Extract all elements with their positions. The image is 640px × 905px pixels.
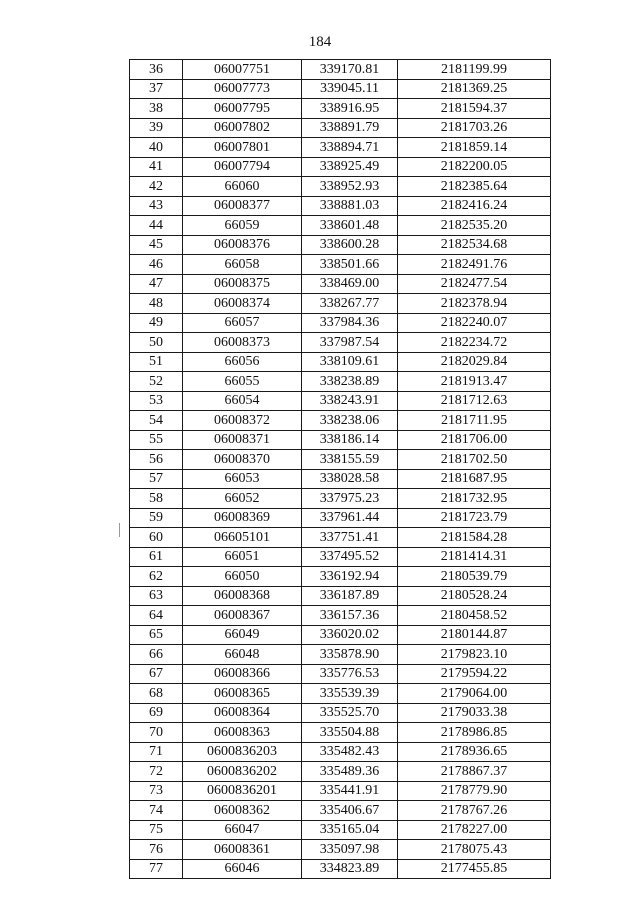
x-coordinate-cell: 338243.91 bbox=[302, 391, 398, 411]
y-coordinate-cell: 2182416.24 bbox=[398, 196, 551, 216]
row-number-cell: 52 bbox=[130, 372, 183, 392]
y-coordinate-cell: 2181712.63 bbox=[398, 391, 551, 411]
y-coordinate-cell: 2178936.65 bbox=[398, 742, 551, 762]
row-number-cell: 46 bbox=[130, 255, 183, 275]
table-row bbox=[130, 528, 551, 548]
point-id-cell: 06008370 bbox=[183, 450, 302, 470]
table-row bbox=[130, 372, 551, 392]
point-id-cell: 06605101 bbox=[183, 528, 302, 548]
row-number-cell: 57 bbox=[130, 469, 183, 489]
point-id-cell: 66047 bbox=[183, 820, 302, 840]
y-coordinate-cell: 2182029.84 bbox=[398, 352, 551, 372]
x-coordinate-cell: 338881.03 bbox=[302, 196, 398, 216]
x-coordinate-cell: 335504.88 bbox=[302, 723, 398, 743]
table-row bbox=[130, 450, 551, 470]
point-id-cell: 06007801 bbox=[183, 138, 302, 158]
point-id-cell: 06008363 bbox=[183, 723, 302, 743]
row-number-cell: 39 bbox=[130, 118, 183, 138]
row-number-cell: 67 bbox=[130, 664, 183, 684]
table-row bbox=[130, 294, 551, 314]
x-coordinate-cell: 338952.93 bbox=[302, 177, 398, 197]
table-row bbox=[130, 235, 551, 255]
table-row bbox=[130, 391, 551, 411]
row-number-cell: 56 bbox=[130, 450, 183, 470]
x-coordinate-cell: 338501.66 bbox=[302, 255, 398, 275]
point-id-cell: 06008364 bbox=[183, 703, 302, 723]
table-row bbox=[130, 430, 551, 450]
table-row bbox=[130, 333, 551, 353]
x-coordinate-cell: 336192.94 bbox=[302, 567, 398, 587]
point-id-cell: 06008376 bbox=[183, 235, 302, 255]
point-id-cell: 06008371 bbox=[183, 430, 302, 450]
x-coordinate-cell: 338028.58 bbox=[302, 469, 398, 489]
x-coordinate-cell: 337961.44 bbox=[302, 508, 398, 528]
margin-mark bbox=[119, 523, 120, 537]
x-coordinate-cell: 335776.53 bbox=[302, 664, 398, 684]
row-number-cell: 49 bbox=[130, 313, 183, 333]
row-number-cell: 40 bbox=[130, 138, 183, 158]
y-coordinate-cell: 2182378.94 bbox=[398, 294, 551, 314]
row-number-cell: 58 bbox=[130, 489, 183, 509]
table-row bbox=[130, 508, 551, 528]
y-coordinate-cell: 2179594.22 bbox=[398, 664, 551, 684]
table-row bbox=[130, 99, 551, 119]
point-id-cell: 66055 bbox=[183, 372, 302, 392]
row-number-cell: 59 bbox=[130, 508, 183, 528]
x-coordinate-cell: 337984.36 bbox=[302, 313, 398, 333]
row-number-cell: 76 bbox=[130, 840, 183, 860]
y-coordinate-cell: 2182240.07 bbox=[398, 313, 551, 333]
table-row bbox=[130, 216, 551, 236]
y-coordinate-cell: 2179064.00 bbox=[398, 684, 551, 704]
y-coordinate-cell: 2181732.95 bbox=[398, 489, 551, 509]
point-id-cell: 66046 bbox=[183, 859, 302, 879]
x-coordinate-cell: 336157.36 bbox=[302, 606, 398, 626]
x-coordinate-cell: 337987.54 bbox=[302, 333, 398, 353]
table-row bbox=[130, 723, 551, 743]
point-id-cell: 06008372 bbox=[183, 411, 302, 431]
point-id-cell: 06007773 bbox=[183, 79, 302, 99]
table-row bbox=[130, 469, 551, 489]
table-row bbox=[130, 352, 551, 372]
y-coordinate-cell: 2181913.47 bbox=[398, 372, 551, 392]
row-number-cell: 71 bbox=[130, 742, 183, 762]
row-number-cell: 51 bbox=[130, 352, 183, 372]
x-coordinate-cell: 336187.89 bbox=[302, 586, 398, 606]
point-id-cell: 66050 bbox=[183, 567, 302, 587]
point-id-cell: 66058 bbox=[183, 255, 302, 275]
row-number-cell: 54 bbox=[130, 411, 183, 431]
point-id-cell: 06008366 bbox=[183, 664, 302, 684]
table-row bbox=[130, 313, 551, 333]
y-coordinate-cell: 2178767.26 bbox=[398, 801, 551, 821]
y-coordinate-cell: 2178779.90 bbox=[398, 781, 551, 801]
row-number-cell: 66 bbox=[130, 645, 183, 665]
x-coordinate-cell: 338894.71 bbox=[302, 138, 398, 158]
y-coordinate-cell: 2181711.95 bbox=[398, 411, 551, 431]
y-coordinate-cell: 2181687.95 bbox=[398, 469, 551, 489]
x-coordinate-cell: 338601.48 bbox=[302, 216, 398, 236]
x-coordinate-cell: 335539.39 bbox=[302, 684, 398, 704]
point-id-cell: 06007802 bbox=[183, 118, 302, 138]
y-coordinate-cell: 2181723.79 bbox=[398, 508, 551, 528]
x-coordinate-cell: 335525.70 bbox=[302, 703, 398, 723]
x-coordinate-cell: 337495.52 bbox=[302, 547, 398, 567]
x-coordinate-cell: 334823.89 bbox=[302, 859, 398, 879]
table-row bbox=[130, 781, 551, 801]
row-number-cell: 62 bbox=[130, 567, 183, 587]
x-coordinate-cell: 336020.02 bbox=[302, 625, 398, 645]
point-id-cell: 66051 bbox=[183, 547, 302, 567]
point-id-cell: 06007751 bbox=[183, 60, 302, 80]
x-coordinate-cell: 339045.11 bbox=[302, 79, 398, 99]
table-row bbox=[130, 138, 551, 158]
x-coordinate-cell: 335406.67 bbox=[302, 801, 398, 821]
y-coordinate-cell: 2182385.64 bbox=[398, 177, 551, 197]
point-id-cell: 06008362 bbox=[183, 801, 302, 821]
point-id-cell: 06008377 bbox=[183, 196, 302, 216]
point-id-cell: 66053 bbox=[183, 469, 302, 489]
point-id-cell: 66060 bbox=[183, 177, 302, 197]
y-coordinate-cell: 2179033.38 bbox=[398, 703, 551, 723]
x-coordinate-cell: 338186.14 bbox=[302, 430, 398, 450]
y-coordinate-cell: 2181199.99 bbox=[398, 60, 551, 80]
row-number-cell: 63 bbox=[130, 586, 183, 606]
y-coordinate-cell: 2182477.54 bbox=[398, 274, 551, 294]
x-coordinate-cell: 335482.43 bbox=[302, 742, 398, 762]
row-number-cell: 61 bbox=[130, 547, 183, 567]
x-coordinate-cell: 335097.98 bbox=[302, 840, 398, 860]
table-row bbox=[130, 60, 551, 80]
row-number-cell: 72 bbox=[130, 762, 183, 782]
table-row bbox=[130, 79, 551, 99]
row-number-cell: 55 bbox=[130, 430, 183, 450]
y-coordinate-cell: 2182234.72 bbox=[398, 333, 551, 353]
point-id-cell: 06007794 bbox=[183, 157, 302, 177]
y-coordinate-cell: 2178867.37 bbox=[398, 762, 551, 782]
table-row bbox=[130, 801, 551, 821]
point-id-cell: 66056 bbox=[183, 352, 302, 372]
row-number-cell: 75 bbox=[130, 820, 183, 840]
point-id-cell: 06008369 bbox=[183, 508, 302, 528]
row-number-cell: 38 bbox=[130, 99, 183, 119]
x-coordinate-cell: 335489.36 bbox=[302, 762, 398, 782]
x-coordinate-cell: 338267.77 bbox=[302, 294, 398, 314]
table-row bbox=[130, 157, 551, 177]
table-row bbox=[130, 859, 551, 879]
table-row bbox=[130, 820, 551, 840]
y-coordinate-cell: 2180144.87 bbox=[398, 625, 551, 645]
x-coordinate-cell: 335165.04 bbox=[302, 820, 398, 840]
x-coordinate-cell: 338916.95 bbox=[302, 99, 398, 119]
point-id-cell: 06008368 bbox=[183, 586, 302, 606]
y-coordinate-cell: 2181594.37 bbox=[398, 99, 551, 119]
row-number-cell: 47 bbox=[130, 274, 183, 294]
y-coordinate-cell: 2182200.05 bbox=[398, 157, 551, 177]
point-id-cell: 06008365 bbox=[183, 684, 302, 704]
table-row bbox=[130, 606, 551, 626]
point-id-cell: 0600836201 bbox=[183, 781, 302, 801]
y-coordinate-cell: 2182491.76 bbox=[398, 255, 551, 275]
table-row bbox=[130, 664, 551, 684]
page-number: 184 bbox=[308, 34, 332, 50]
x-coordinate-cell: 338155.59 bbox=[302, 450, 398, 470]
point-id-cell: 0600836203 bbox=[183, 742, 302, 762]
point-id-cell: 06008375 bbox=[183, 274, 302, 294]
y-coordinate-cell: 2181706.00 bbox=[398, 430, 551, 450]
table-row bbox=[130, 645, 551, 665]
coordinates-table-body bbox=[130, 60, 551, 879]
point-id-cell: 66057 bbox=[183, 313, 302, 333]
y-coordinate-cell: 2181859.14 bbox=[398, 138, 551, 158]
table-row bbox=[130, 684, 551, 704]
y-coordinate-cell: 2178075.43 bbox=[398, 840, 551, 860]
row-number-cell: 60 bbox=[130, 528, 183, 548]
x-coordinate-cell: 338891.79 bbox=[302, 118, 398, 138]
table-row bbox=[130, 742, 551, 762]
point-id-cell: 66059 bbox=[183, 216, 302, 236]
row-number-cell: 77 bbox=[130, 859, 183, 879]
table-row bbox=[130, 586, 551, 606]
y-coordinate-cell: 2177455.85 bbox=[398, 859, 551, 879]
table-row bbox=[130, 547, 551, 567]
y-coordinate-cell: 2180458.52 bbox=[398, 606, 551, 626]
y-coordinate-cell: 2178986.85 bbox=[398, 723, 551, 743]
x-coordinate-cell: 338600.28 bbox=[302, 235, 398, 255]
x-coordinate-cell: 338109.61 bbox=[302, 352, 398, 372]
row-number-cell: 65 bbox=[130, 625, 183, 645]
table-row bbox=[130, 411, 551, 431]
row-number-cell: 42 bbox=[130, 177, 183, 197]
point-id-cell: 0600836202 bbox=[183, 762, 302, 782]
point-id-cell: 66048 bbox=[183, 645, 302, 665]
table-row bbox=[130, 177, 551, 197]
row-number-cell: 68 bbox=[130, 684, 183, 704]
row-number-cell: 41 bbox=[130, 157, 183, 177]
table-row bbox=[130, 703, 551, 723]
y-coordinate-cell: 2181369.25 bbox=[398, 79, 551, 99]
table-row bbox=[130, 762, 551, 782]
row-number-cell: 48 bbox=[130, 294, 183, 314]
x-coordinate-cell: 338925.49 bbox=[302, 157, 398, 177]
row-number-cell: 74 bbox=[130, 801, 183, 821]
row-number-cell: 64 bbox=[130, 606, 183, 626]
x-coordinate-cell: 335441.91 bbox=[302, 781, 398, 801]
y-coordinate-cell: 2182535.20 bbox=[398, 216, 551, 236]
row-number-cell: 69 bbox=[130, 703, 183, 723]
point-id-cell: 66054 bbox=[183, 391, 302, 411]
point-id-cell: 06008361 bbox=[183, 840, 302, 860]
x-coordinate-cell: 338238.06 bbox=[302, 411, 398, 431]
table-row bbox=[130, 118, 551, 138]
point-id-cell: 06008374 bbox=[183, 294, 302, 314]
row-number-cell: 37 bbox=[130, 79, 183, 99]
y-coordinate-cell: 2181702.50 bbox=[398, 450, 551, 470]
x-coordinate-cell: 337751.41 bbox=[302, 528, 398, 548]
row-number-cell: 36 bbox=[130, 60, 183, 80]
x-coordinate-cell: 335878.90 bbox=[302, 645, 398, 665]
x-coordinate-cell: 339170.81 bbox=[302, 60, 398, 80]
row-number-cell: 53 bbox=[130, 391, 183, 411]
row-number-cell: 44 bbox=[130, 216, 183, 236]
y-coordinate-cell: 2178227.00 bbox=[398, 820, 551, 840]
table-row bbox=[130, 489, 551, 509]
y-coordinate-cell: 2180539.79 bbox=[398, 567, 551, 587]
row-number-cell: 50 bbox=[130, 333, 183, 353]
row-number-cell: 45 bbox=[130, 235, 183, 255]
point-id-cell: 06007795 bbox=[183, 99, 302, 119]
y-coordinate-cell: 2179823.10 bbox=[398, 645, 551, 665]
y-coordinate-cell: 2181414.31 bbox=[398, 547, 551, 567]
y-coordinate-cell: 2181584.28 bbox=[398, 528, 551, 548]
table-row bbox=[130, 196, 551, 216]
point-id-cell: 66049 bbox=[183, 625, 302, 645]
point-id-cell: 06008367 bbox=[183, 606, 302, 626]
table-row bbox=[130, 274, 551, 294]
y-coordinate-cell: 2180528.24 bbox=[398, 586, 551, 606]
row-number-cell: 70 bbox=[130, 723, 183, 743]
table-row bbox=[130, 255, 551, 275]
point-id-cell: 06008373 bbox=[183, 333, 302, 353]
y-coordinate-cell: 2181703.26 bbox=[398, 118, 551, 138]
table-row bbox=[130, 567, 551, 587]
point-id-cell: 66052 bbox=[183, 489, 302, 509]
row-number-cell: 73 bbox=[130, 781, 183, 801]
x-coordinate-cell: 338469.00 bbox=[302, 274, 398, 294]
y-coordinate-cell: 2182534.68 bbox=[398, 235, 551, 255]
row-number-cell: 43 bbox=[130, 196, 183, 216]
x-coordinate-cell: 338238.89 bbox=[302, 372, 398, 392]
table-row bbox=[130, 625, 551, 645]
x-coordinate-cell: 337975.23 bbox=[302, 489, 398, 509]
coordinates-table bbox=[129, 59, 551, 879]
table-row bbox=[130, 840, 551, 860]
